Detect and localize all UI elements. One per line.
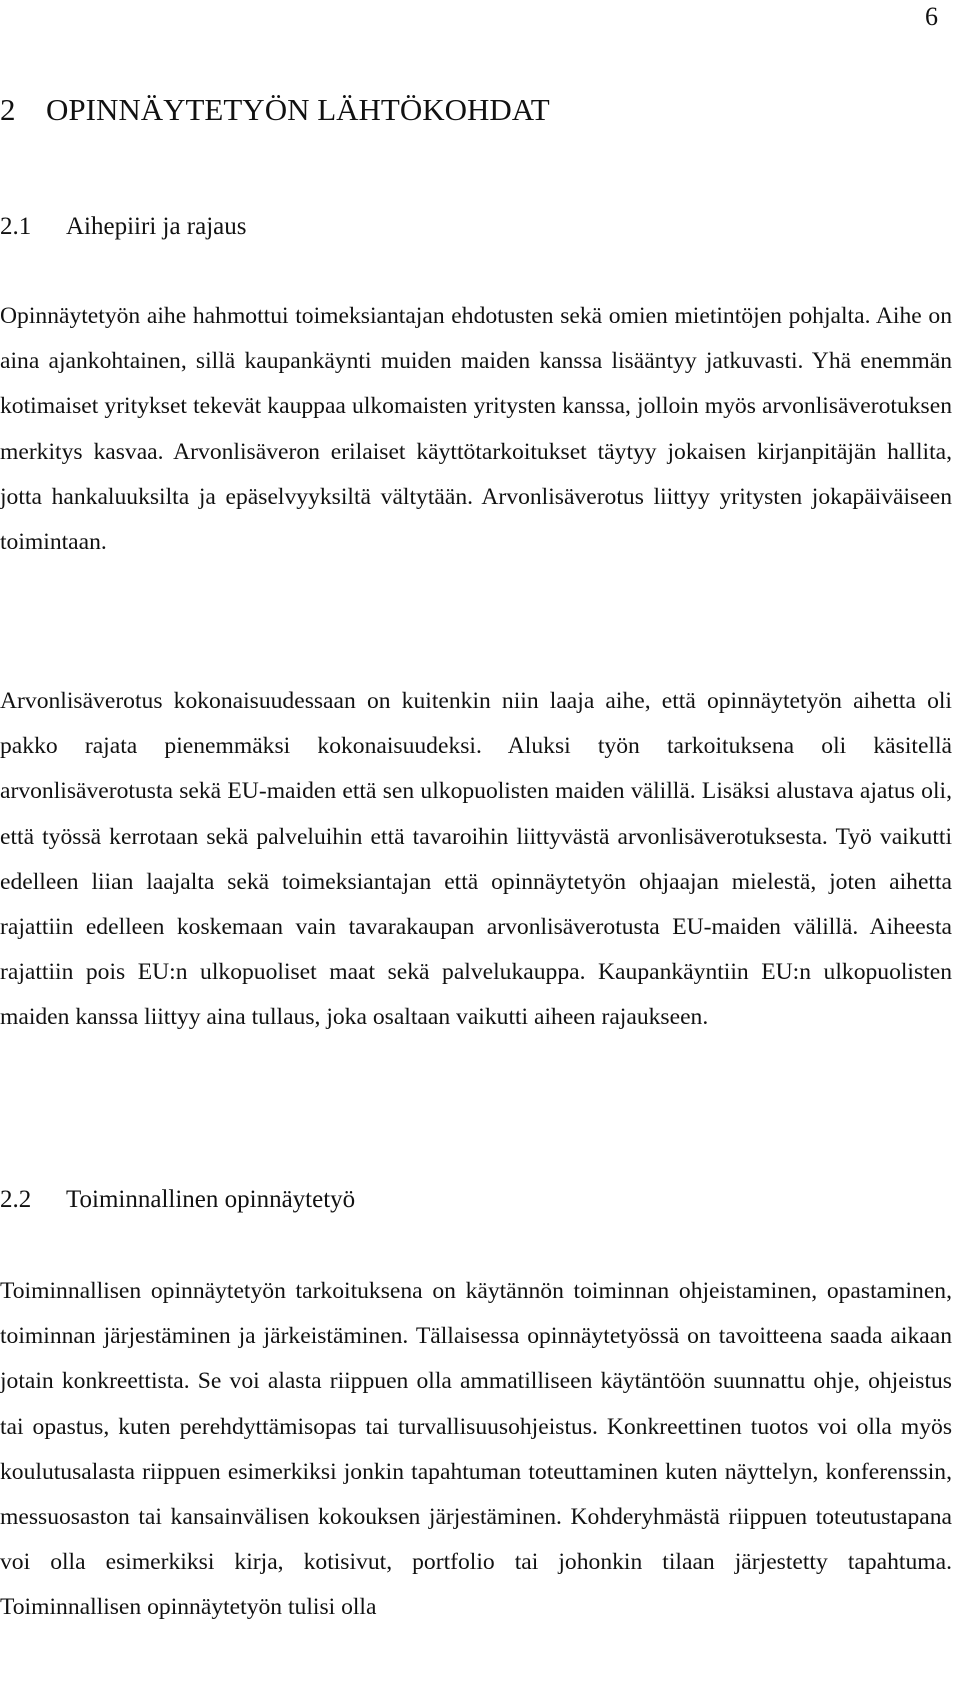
section-heading	[0, 213, 247, 241]
section-heading	[0, 1186, 355, 1214]
body-paragraph: Opinnäytetyön aihe hahmottui toimeksiantajan ehdotusten sekä omien mietintöjen pohjalta. Aihe on aina ajankohtainen, sillä kaupankäynti muiden maiden kanssa lisääntyy jatkuvasti. Yhä enemmän kotimaiset yritykset tekevät kauppaa ulkomaisten yritysten kanssa, jolloin myös arvonlisäverotuksen merkitys kasvaa. Arvonlisäveron erilaiset käyttötarkoitukset täytyy jokaisen kirjanpitäjän hallita, jotta hankaluuksilta ja epäselvyyksiltä vältytään. Arvonlisäverotus liittyy yritysten jokapäiväiseen toimintaan.	[0, 303, 952, 556]
body-paragraph: Arvonlisäverotus kokonaisuudessaan on kuitenkin niin laaja aihe, että opinnäytetyön aihetta oli pakko rajata pienemmäksi kokonaisuudeksi. Aluksi työn tarkoituksena oli käsitellä arvonlisäverotusta sekä EU-maiden että sen ulkopuolisten maiden välillä. Lisäksi alustava ajatus oli, että työssä kerrotaan sekä palveluihin että tavaroihin liittyvästä arvonlisäverotuksesta. Työ vaikutti edelleen liian laajalta sekä toimeksiantajan että opinnäytetyön ohjaajan mielestä, joten aihetta rajattiin edelleen koskemaan vain tavarakaupan arvonlisäverotusta EU-maiden välillä. Aiheesta rajattiin pois EU:n ulkopuoliset maat sekä palvelukauppa. Kaupankäyntiin EU:n ulkopuolisten maiden kanssa liittyy aina tullaus, joka osaltaan vaikutti aiheen rajaukseen.	[0, 688, 952, 1031]
page-number: 6	[925, 2, 938, 31]
section-number: 2.1	[0, 213, 32, 240]
section-title: Aihepiiri ja rajaus	[66, 213, 247, 240]
chapter-title: OPINNÄYTETYÖN LÄHTÖKOHDAT	[46, 92, 550, 127]
section-title: Toiminnallinen opinnäytetyö	[66, 1186, 356, 1213]
section-number: 2.2	[0, 1186, 32, 1213]
chapter-heading	[0, 92, 550, 128]
chapter-number: 2	[0, 92, 16, 127]
body-paragraph: Toiminnallisen opinnäytetyön tarkoituksena on käytännön toiminnan ohjeistaminen, opastaminen, toiminnan järjestäminen ja järkeistäminen. Tällaisessa opinnäytetyössä on tavoitteena saada aikaan jotain konkreettista. Se voi alasta riippuen olla ammatilliseen käytäntöön suunnattu ohje, ohjeistus tai opastus, kuten perehdyttämisopas tai turvallisuusohjeistus. Konkreettinen tuotos voi olla myös koulutusalasta riippuen esimerkiksi jonkin tapahtuman toteuttaminen kuten näyttelyn, konferenssin, messuosaston tai kansainvälisen kokouksen järjestäminen. Kohderyhmästä riippuen toteutustapana voi olla esimerkiksi kirja, kotisivut, portfolio tai johonkin tilaan järjestetty tapahtuma. Toiminnallisen opinnäytetyön tulisi olla	[0, 1278, 952, 1621]
